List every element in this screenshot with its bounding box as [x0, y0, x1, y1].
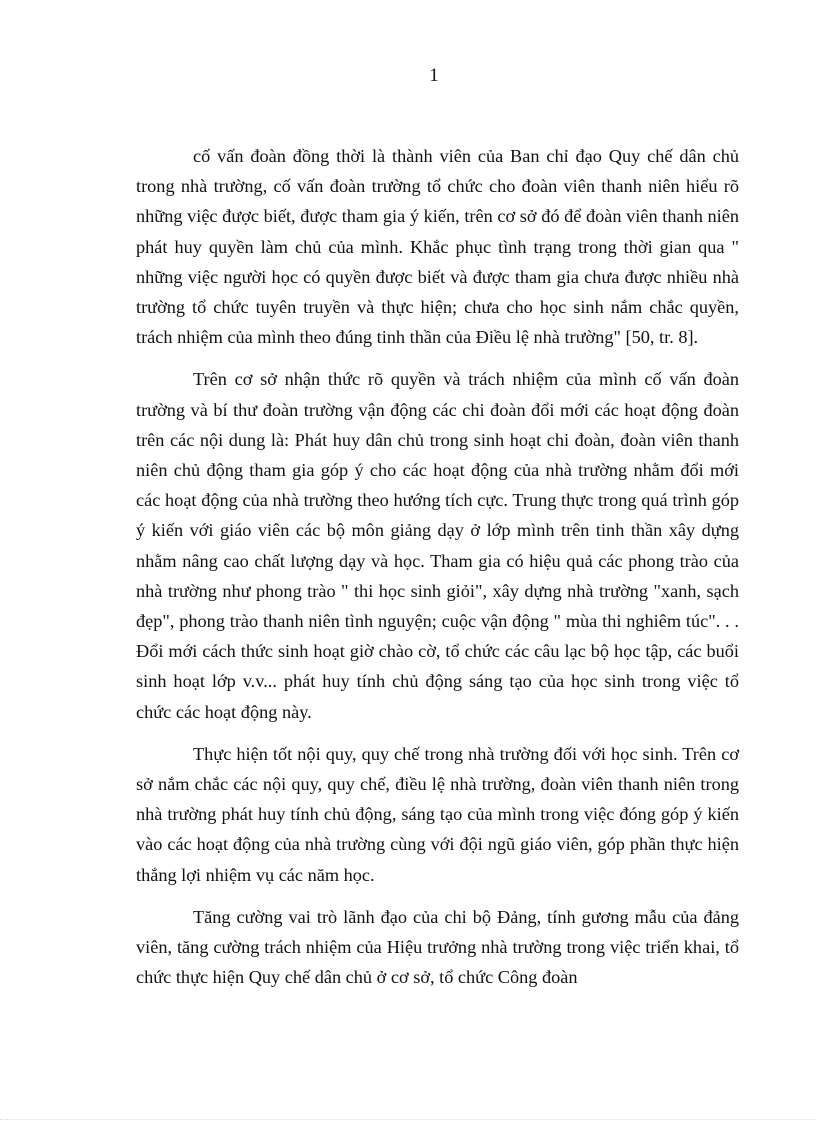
paragraph-1: cố vấn đoàn đồng thời là thành viên của Ban chỉ đạo Quy chế dân chủ trong nhà trường, cố vấn đoàn trường tổ chức cho đoàn viên thanh niên hiểu rõ những việc được biết, được tham gia ý kiến, trên cơ sở đó để đoàn viên thanh niên phát huy quyền làm chủ của mình. Khắc phục tình trạng trong thời gian qua " những việc người học có quyền được biết và được tham gia chưa được nhiều nhà trường tổ chức tuyên truyền và thực hiện; chưa cho học sinh nắm chắc quyền, trách nhiệm của mình theo đúng tinh thần của Điều lệ nhà trường" [50, tr. 8]. [136, 146, 739, 348]
page-number: 1 [429, 65, 439, 86]
paragraph-3: Thực hiện tốt nội quy, quy chế trong nhà trường đối với học sinh. Trên cơ sở nắm chắc các nội quy, quy chế, điều lệ nhà trường, đoàn viên thanh niên trong nhà trường phát huy tính chủ động, sáng tạo của mình trong việc đóng góp ý kiến vào các hoạt động của nhà trường cùng với đội ngũ giáo viên, góp phần thực hiện thắng lợi nhiệm vụ các năm học. [136, 743, 739, 885]
paragraph-2: Trên cơ sở nhận thức rõ quyền và trách nhiệm của mình cố vấn đoàn trường và bí thư đoàn trường vận động các chi đoàn đổi mới các hoạt động đoàn trên các nội dung là: Phát huy dân chủ trong sinh hoạt chi đoàn, đoàn viên thanh niên chủ động tham gia góp ý cho các hoạt động của nhà trường nhằm đổi mới các hoạt động của nhà trường theo hướng tích cực. Trung thực trong quá trình góp ý kiến với giáo viên các bộ môn giảng dạy ở lớp mình trên tinh thần xây dựng nhằm nâng cao chất lượng dạy và học. Tham gia có hiệu quả các phong trào của nhà trường như phong trào " thi học sinh giỏi", xây dựng nhà trường "xanh, sạch đẹp", phong trào thanh niên tình nguyện; cuộc vận động " mùa thi nghiêm túc". . . Đổi mới cách thức sinh hoạt giờ chào cờ, tổ chức các câu lạc bộ học tập, các buổi sinh hoạt lớp v.v... phát huy tính chủ động sáng tạo của học sinh trong việc tổ chức các hoạt động này. [136, 369, 739, 722]
document-body [136, 141, 739, 1004]
page-bottom-rule [0, 1119, 816, 1120]
paragraph-4: Tăng cường vai trò lãnh đạo của chi bộ Đảng, tính gương mẫu của đảng viên, tăng cường trách nhiệm của Hiệu trưởng nhà trường trong việc triển khai, tổ chức thực hiện Quy chế dân chủ ở cơ sở, tổ chức Công đoàn [136, 906, 739, 988]
